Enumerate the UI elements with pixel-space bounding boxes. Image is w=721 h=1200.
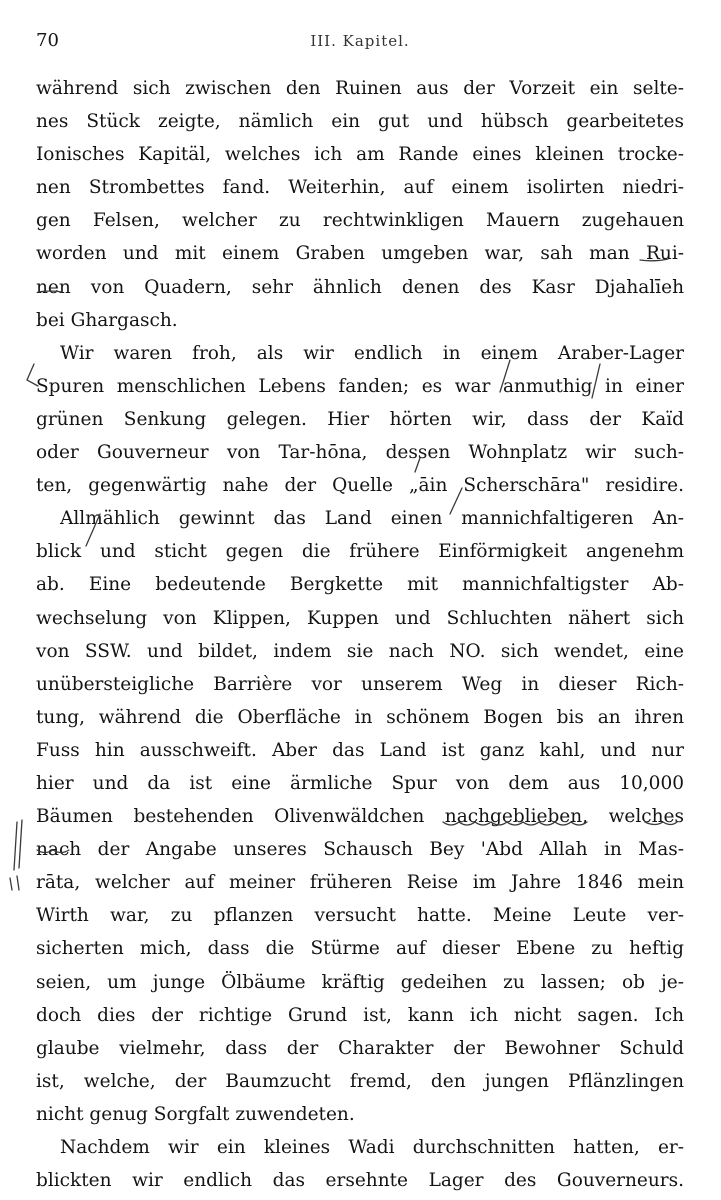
page-number: 70 [36, 30, 59, 51]
text-line: unübersteigliche Barrière vor unserem Weg in dieser Rich- [36, 673, 684, 695]
text-line: Spuren menschlichen Lebens fanden; es war anmuthig in einer [36, 375, 684, 397]
text-line: während sich zwischen den Ruinen aus der Vorzeit ein selte- [36, 78, 684, 99]
text-line: grünen Senkung gelegen. Hier hörten wir, dass der Kaïd [36, 408, 684, 430]
text-line: oder Gouverneur von Tar-hōna, dessen Wohnplatz wir such- [36, 442, 684, 464]
text-line: Wir waren froh, als wir endlich in einem Araber-Lager [60, 342, 684, 364]
text-line: Fuss hin ausschweift. Aber das Land ist ganz kahl, und nur [36, 739, 684, 761]
text-line: nen Strombettes fand. Weiterhin, auf einem isolirten niedri- [36, 177, 684, 199]
text-line: glaube vielmehr, dass der Charakter der Bewohner Schuld [36, 1037, 684, 1059]
text-line: doch dies der richtige Grund ist, kann ich nicht sagen. Ich [36, 1004, 684, 1026]
text-line: nen von Quadern, sehr ähnlich denen des Kasr Djahalīeh [36, 276, 684, 298]
text-line: worden und mit einem Graben umgeben war, sah man Rui- [36, 243, 684, 265]
text-line: gen Felsen, welcher zu rechtwinkligen Mauern zugehauen [36, 210, 684, 232]
text-line: hier und da ist eine ärmliche Spur von dem aus 10,000 [36, 772, 684, 794]
text-line: blick und sticht gegen die frühere Einförmigkeit angenehm [36, 541, 684, 563]
text-line: rāta, welcher auf meiner früheren Reise im Jahre 1846 mein [36, 872, 684, 894]
page-header [36, 30, 684, 56]
text-line: von SSW. und bildet, indem sie nach NO. sich wendet, eine [36, 640, 684, 662]
text-line: Allmählich gewinnt das Land einen mannichfaltigeren An- [60, 508, 684, 530]
text-line: ten, gegenwärtig nahe der Quelle „āin Scherschāra" residire. [36, 475, 684, 497]
text-line: tung, während die Oberfläche in schönem Bogen bis an ihren [36, 706, 684, 728]
text-line: Nachdem wir ein kleines Wadi durchschnitten hatten, er- [60, 1137, 684, 1158]
text-line: ist, welche, der Baumzucht fremd, den jungen Pflänzlingen [36, 1070, 684, 1092]
text-line: bei Ghargasch. [36, 309, 178, 331]
text-line: blickten wir endlich das ersehnte Lager des Gouverneurs. [36, 1170, 684, 1192]
text-line: Bäumen bestehenden Olivenwäldchen nachgeblieben, welches [36, 806, 684, 828]
text-line: nes Stück zeigte, nämlich ein gut und hübsch gearbeitetes [36, 111, 684, 133]
text-line: ab. Eine bedeutende Bergkette mit mannichfaltigster Ab- [36, 574, 684, 596]
text-line: wechselung von Klippen, Kuppen und Schluchten nähert sich [36, 607, 684, 629]
text-line: Wirth war, zu pflanzen versucht hatte. Meine Leute ver- [36, 905, 684, 927]
body-text [36, 72, 684, 1197]
text-line: seien, um junge Ölbäume kräftig gedeihen zu lassen; ob je- [36, 971, 684, 993]
text-line: sicherten mich, dass die Stürme auf dieser Ebene zu heftig [36, 938, 684, 960]
running-title: III. Kapitel. [310, 32, 410, 50]
text-line: Ionisches Kapitäl, welches ich am Rande eines kleinen trocke- [36, 144, 684, 166]
text-line: nicht genug Sorgfalt zuwendeten. [36, 1103, 355, 1125]
text-line: nach der Angabe unseres Schausch Bey 'Abd Allah in Mas- [36, 839, 684, 861]
